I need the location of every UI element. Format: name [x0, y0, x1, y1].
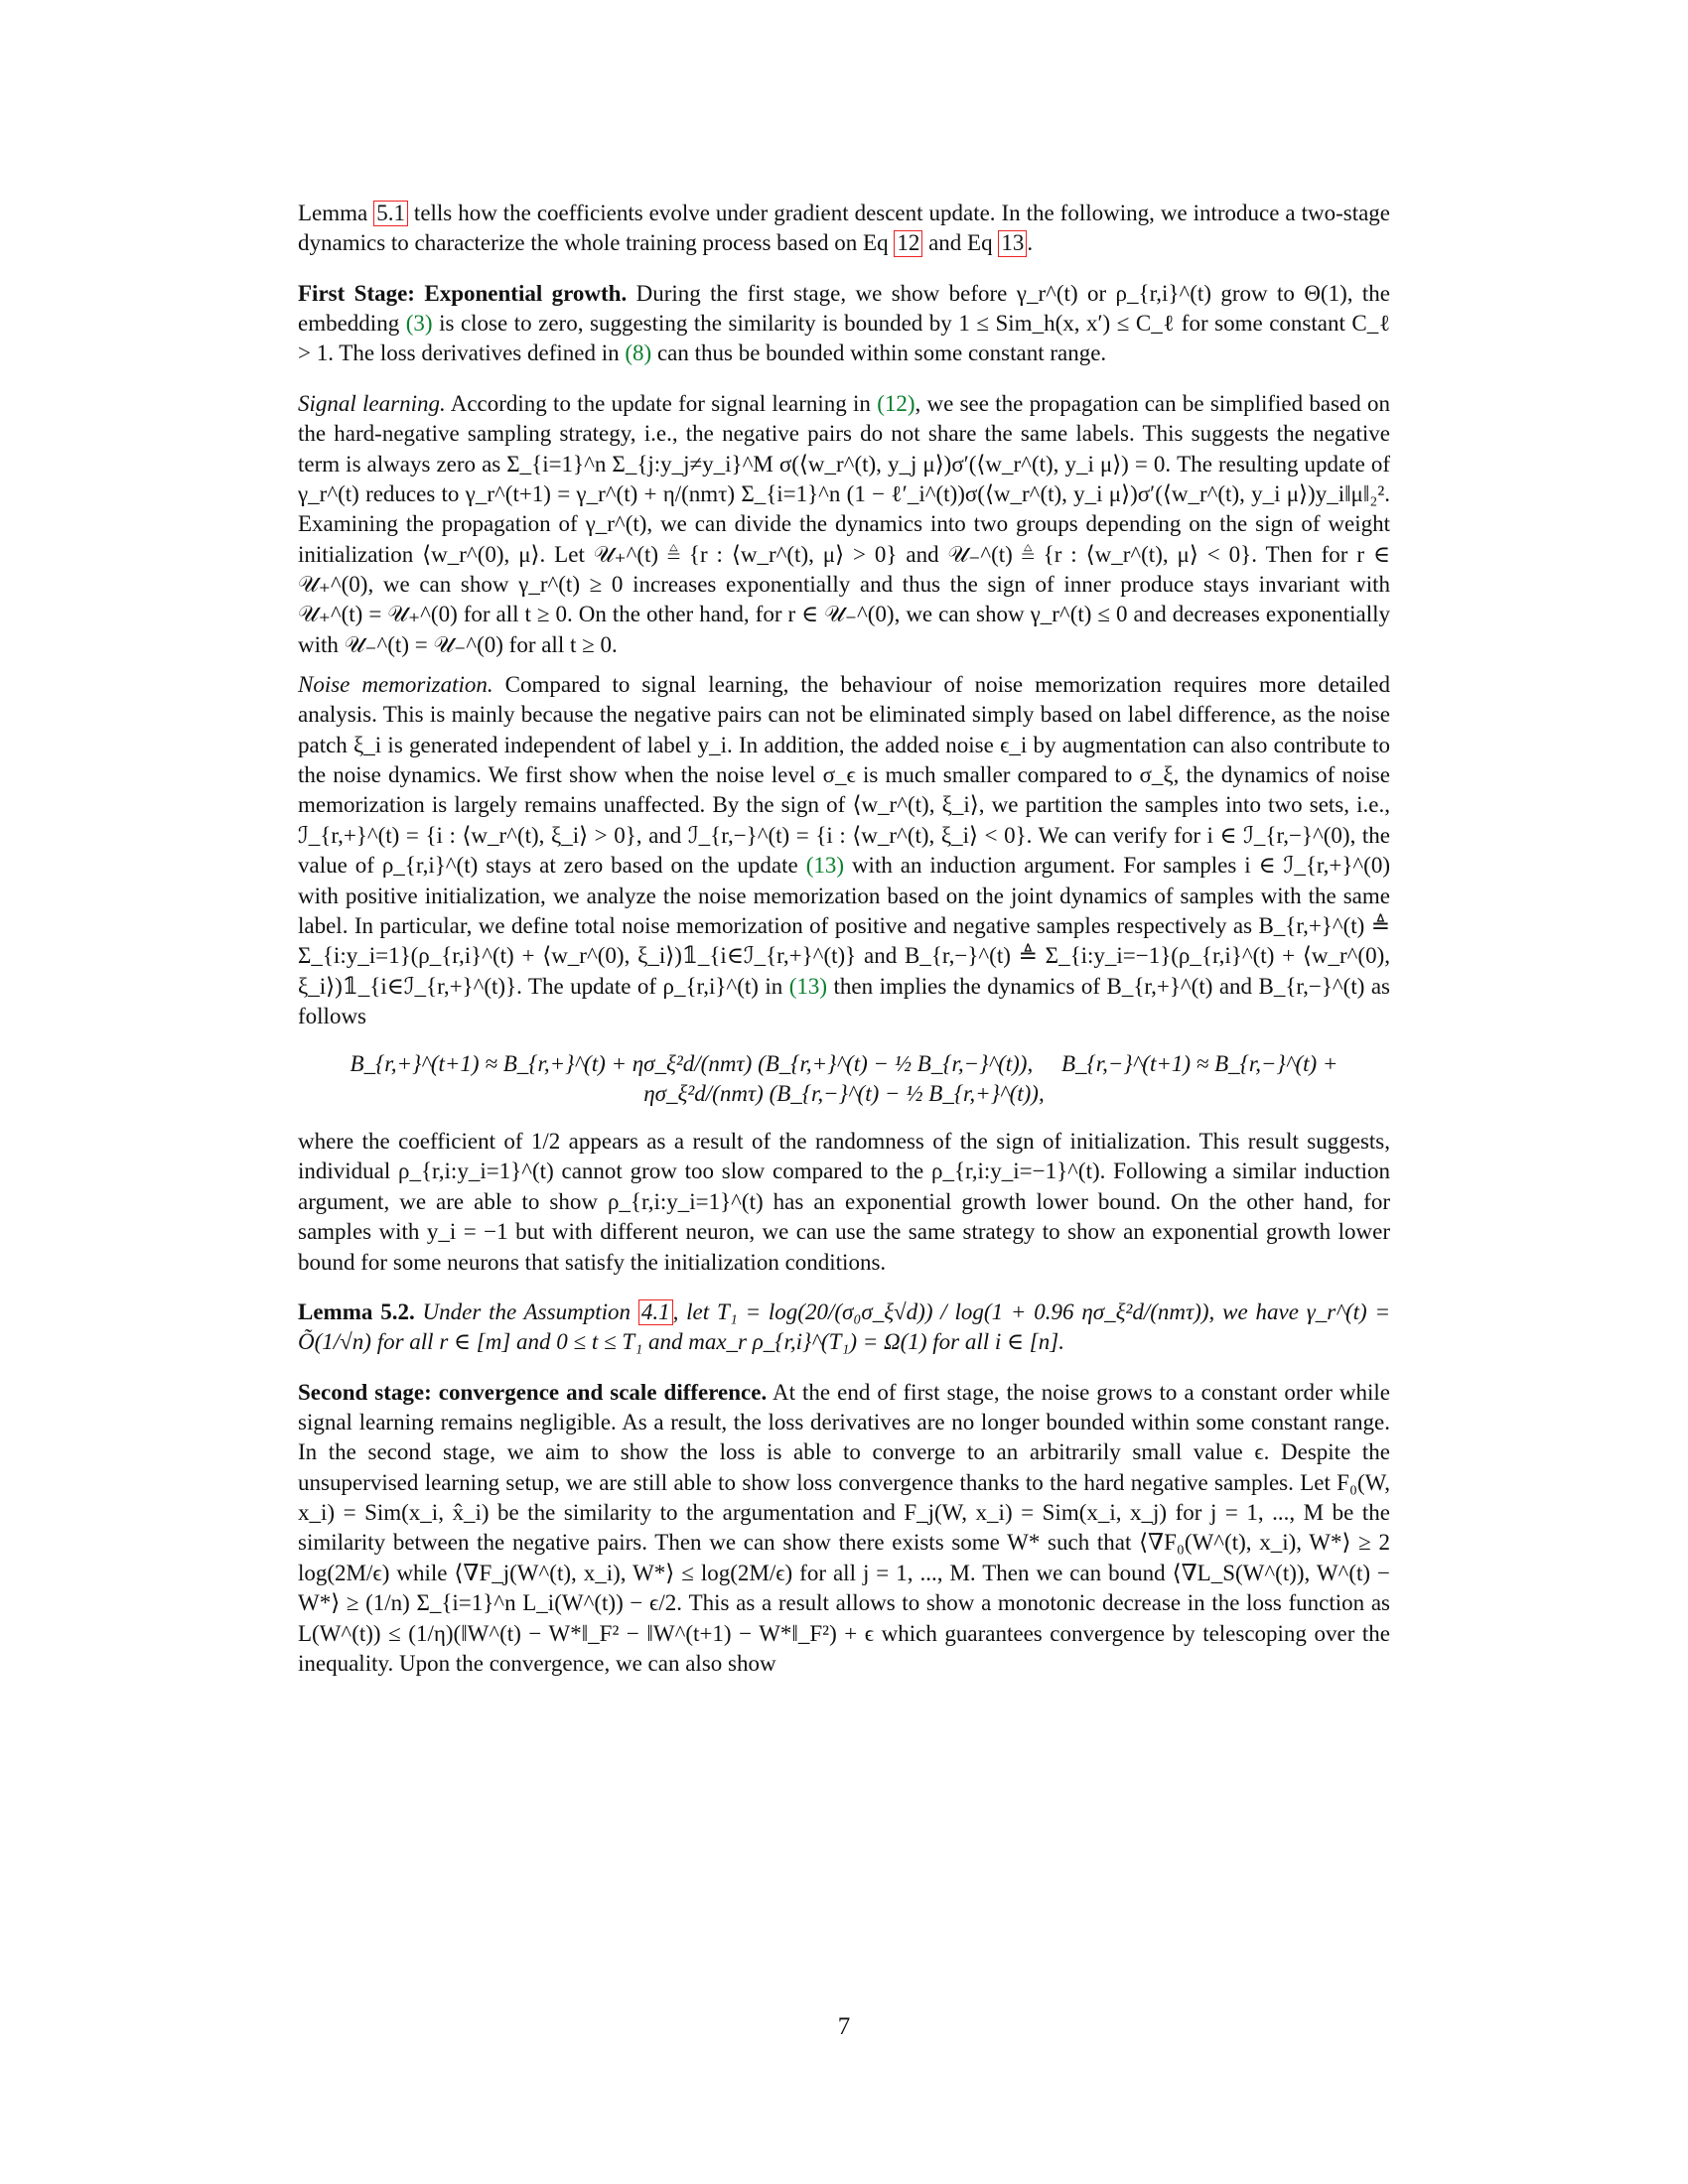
text: Under the Assumption [414, 1298, 638, 1324]
first-stage-paragraph [298, 279, 1390, 369]
eq-ref-link[interactable]: 13 [998, 230, 1027, 256]
paragraph-heading: Signal learning. [298, 390, 446, 416]
text: and Eq [922, 230, 999, 256]
eq-ref-link[interactable]: (12) [877, 390, 915, 416]
signal-learning-paragraph [298, 389, 1390, 660]
text: According to the update for signal learning in [445, 390, 878, 416]
lemma-heading: Lemma 5.2. [298, 1298, 415, 1324]
text: , let T₁ = log(20/(σ₀σ_ξ√d)) / log(1 + 0.96 ησ_ξ²d/(nmτ)), we have γ_r^(t) = Õ(1/√n) for all r ∈ [m] and 0 ≤ t ≤ T₁ and max_r ρ_{r,i}^(T₁) = Ω(1) for all i ∈ [n]. [298, 1298, 1391, 1355]
text: Lemma [298, 201, 374, 225]
second-stage-paragraph [298, 1378, 1390, 1680]
eq-ref-link[interactable]: 12 [894, 230, 922, 256]
lemma-5-2 [298, 1297, 1390, 1358]
after-equation-paragraph: where the coefficient of 1/2 appears as a result of the randomness of the sign of initialization. This result suggests, individual ρ_{r,i:y_i=1}^(t) cannot grow too slow compared to the ρ_{r,i:y_i=−1}^(t). Following a similar induction argument, we are able to show ρ_{r,i:y_i=1}^(t) has an exponential growth lower bound. On the other hand, for samples with y_i = −1 but with different neuron, we can use the same strategy to show an exponential growth lower bound for some neurons that satisfy the initialization conditions. [298, 1129, 1390, 1275]
lemma-ref-link[interactable]: 5.1 [373, 201, 408, 226]
section-heading: First Stage: Exponential growth. [298, 280, 628, 306]
text: During the first stage, we show before γ_r^(t) or ρ_{r,i}^(t) grow to Θ(1), the embedding [298, 280, 1390, 337]
text: Compared to signal learning, the behaviour of noise memorization requires more detailed analysis. This is mainly because the negative pairs can not be eliminated simply based on label difference, as the noise patch ξ_i is generated independent of label y_i. In addition, the added noise ϵ_i by augmentation can also contribute to the noise dynamics. We first show when the noise level σ_ϵ is much smaller compared to σ_ξ, the dynamics of noise memorization is largely remains unaffected. By the sign of ⟨w_r^(t), ξ_i⟩, we partition the samples into two sets, i.e., ℐ_{r,+}^(t) = {i : ⟨w_r^(t), ξ_i⟩ > 0}, and ℐ_{r,−}^(t) = {i : ⟨w_r^(t), ξ_i⟩ < 0}. We can verify for i ∈ ℐ_{r,−}^(0), the value of ρ_{r,i}^(t) stays at zero based on the update [298, 672, 1390, 879]
text: tells how the coefficients evolve under gradient descent update. In the following, we introduce a two-stage dynamics to characterize the whole training process based on Eq [298, 201, 1391, 256]
page-number: 7 [837, 2013, 851, 2040]
assumption-ref-link[interactable]: 4.1 [638, 1299, 673, 1325]
noise-memorization-paragraph [298, 670, 1390, 1031]
eq-ref-link[interactable]: (3) [405, 311, 433, 337]
text: , we see the propagation can be simplified based on the hard-negative sampling strategy, i.e., the negative pairs do not share the same labels. This suggests the negative term is always zero as Σ_{i=1}^n Σ_{j:y_j≠y_i}^M σ(⟨w_r^(t), y_j μ⟩)σ′(⟨w_r^(t), y_i μ⟩) = 0. The resulting update of γ_r^(t) reduces to γ_r^(t+1) = γ_r^(t) + η/(nmτ) Σ_{i=1}^n (1 − ℓ′_i^(t))σ(⟨w_r^(t), y_i μ⟩)σ′(⟨w_r^(t), y_i μ⟩)y_i‖μ‖₂². Examining the propagation of γ_r^(t), we can divide the dynamics into two groups depending on the sign of weight initialization ⟨w_r^(0), μ⟩. Let 𝒰₊^(t) ≜ {r : ⟨w_r^(t), μ⟩ > 0} and 𝒰₋^(t) ≜ {r : ⟨w_r^(t), μ⟩ < 0}. Then for r ∈ 𝒰₊^(0), we can show γ_r^(t) ≥ 0 increases exponentially and thus the sign of inner produce stays invariant with 𝒰₊^(t) = 𝒰₊^(0) for all t ≥ 0. On the other hand, for r ∈ 𝒰₋^(0), we can show γ_r^(t) ≤ 0 and decreases exponentially with 𝒰₋^(t) = 𝒰₋^(0) for all t ≥ 0. [298, 390, 1391, 657]
eq-ref-link[interactable]: (13) [805, 853, 845, 879]
intro-paragraph [298, 199, 1390, 259]
text: . [1027, 230, 1034, 256]
text: is close to zero, suggesting the similarity is bounded by 1 ≤ Sim_h(x, x′) ≤ C_ℓ for some constant C_ℓ > 1. The loss derivatives defined in [298, 311, 1390, 366]
eq-ref-link[interactable]: (13) [788, 973, 828, 999]
paragraph-heading: Noise memorization. [298, 672, 493, 698]
text: At the end of first stage, the noise grows to a constant order while signal learning remains negligible. As a result, the loss derivatives are no longer bounded within some constant range. In the second stage, we aim to show the loss is able to converge to an arbitrarily small value ϵ. Despite the unsupervised learning setup, we are still able to show loss convergence thanks to the hard negative samples. Let F₀(W, x_i) = Sim(x_i, x̂_i) be the similarity to the argumentation and F_j(W, x_i) = Sim(x_i, x_j) for j = 1, ..., M be the similarity between the negative pairs. Then we can show there exists some W* such that ⟨∇F₀(W^(t), x_i), W*⟩ ≥ 2 log(2M/ϵ) while ⟨∇F_j(W^(t), x_i), W*⟩ ≤ log(2M/ϵ) for all j = 1, ..., M. Then we can bound ⟨∇L_S(W^(t)), W^(t) − W*⟩ ≥ (1/n) Σ_{i=1}^n L_i(W^(t)) − ϵ/2. This as a result allows to show a monotonic decrease in the loss function as L(W^(t)) ≤ (1/η)(‖W^(t) − W*‖_F² − ‖W^(t+1) − W*‖_F²) + ϵ which guarantees convergence by telescoping over the inequality. Upon the convergence, we can also show [298, 1379, 1390, 1676]
text: with an induction argument. For samples i ∈ ℐ_{r,+}^(0) with positive initialization, we analyze the noise memorization based on the joint dynamics of samples with the same label. In particular, we define total noise memorization of positive and negative samples respectively as B_{r,+}^(t) ≜ Σ_{i:y_i=1}(ρ_{r,i}^(t) + ⟨w_r^(0), ξ_i⟩)𝟙_{i∈ℐ_{r,+}^(t)} and B_{r,−}^(t) ≜ Σ_{i:y_i=−1}(ρ_{r,i}^(t) + ⟨w_r^(0), ξ_i⟩)𝟙_{i∈ℐ_{r,+}^(t)}. The update of ρ_{r,i}^(t) in [298, 853, 1390, 999]
eq-ref-link[interactable]: (8) [625, 341, 652, 366]
page-body [298, 199, 1390, 1679]
section-heading: Second stage: convergence and scale difference. [298, 1379, 768, 1405]
text: can thus be bounded within some constant range. [651, 341, 1107, 366]
text: then implies the dynamics of B_{r,+}^(t) and B_{r,−}^(t) as follows [298, 973, 1390, 1028]
display-equation: B_{r,+}^(t+1) ≈ B_{r,+}^(t) + ησ_ξ²d/(nmτ) (B_{r,+}^(t) − ½ B_{r,−}^(t)), B_{r,−}^(t+1) ≈ B_{r,−}^(t) + ησ_ξ²d/(nmτ) (B_{r,−}^(t) − ½ B_{r,+}^(t)), [350, 1051, 1344, 1107]
